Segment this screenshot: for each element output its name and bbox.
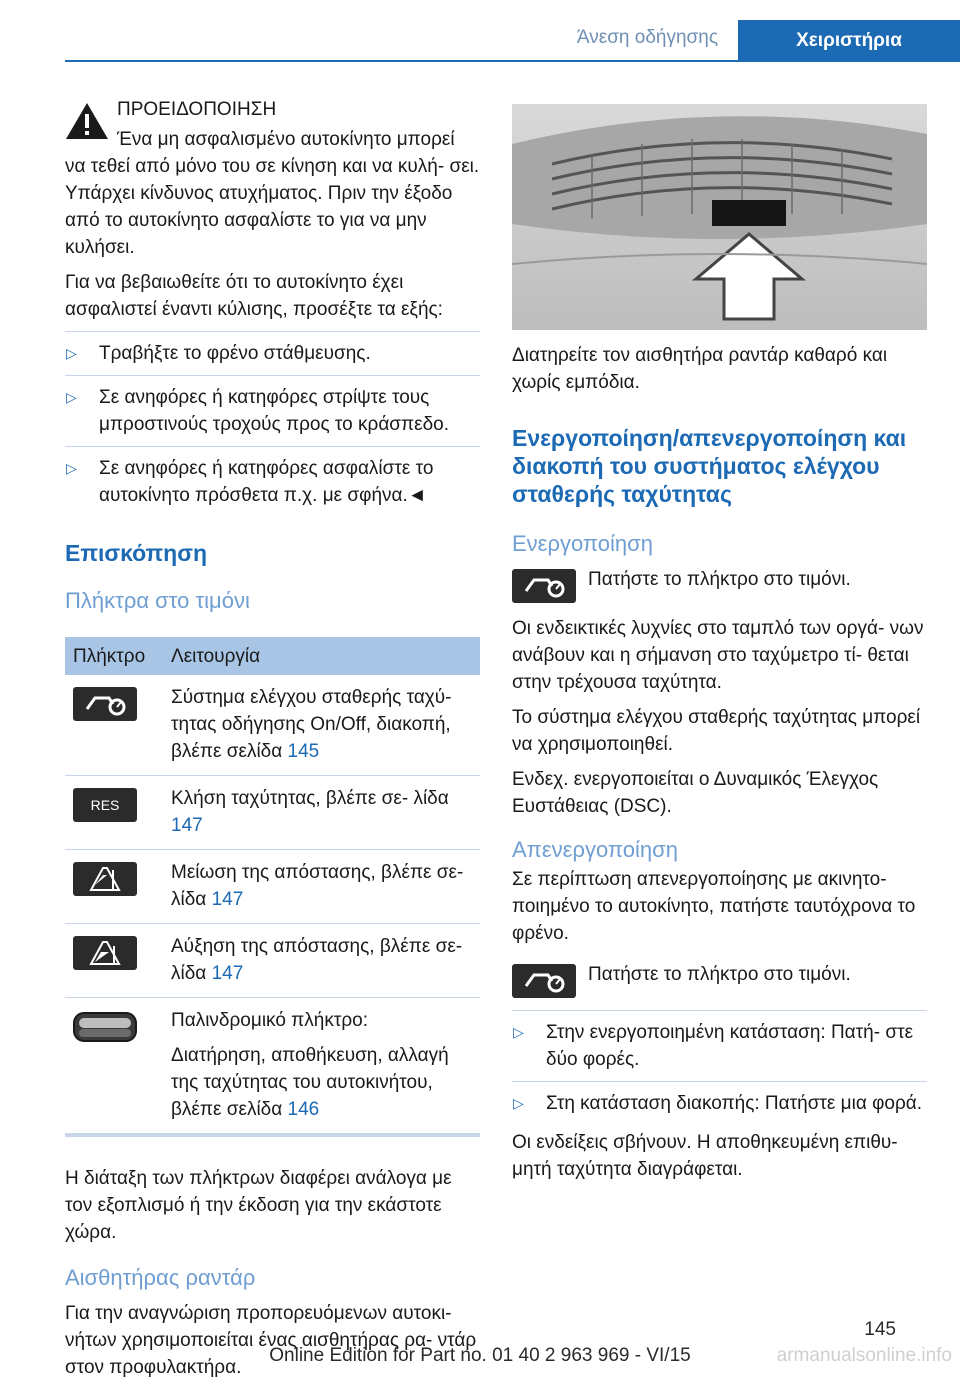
paragraph: Σε περίπτωση απενεργοποίησης με ακινητο- ποιημένο το αυτοκίνητο, πατήστε ταυτόχρονα το φρένο. [512,869,916,944]
triangle-bullet-icon: ▷ [66,345,77,361]
list-item: ▷ Στην ενεργοποιημένη κατάσταση: Πατή- στε δύο φορές. [512,1010,927,1081]
header-chapter-tab[interactable]: Χειριστήρια [738,20,960,62]
radar-sensor-photo [512,104,927,330]
right-column [512,96,927,1191]
cruise-control-icon [73,687,137,721]
table-row: Σύστημα ελέγχου σταθερής ταχύ- τητας οδήγησης On/Off, διακοπή, βλέπε σελίδα 145 [65,675,480,776]
warning-text: Ένα μη ασφαλισμένο αυτοκίνητο μπορεί να τεθεί από μόνο του σε κίνηση και να κυλή- σει. Υπάρχει κίνδυνος ατυχήματος. Πριν την έξοδο από το αυτοκίνητο ασφαλίστε το για να μην κυλήσει. [65,129,480,258]
rollaway-list [65,331,480,517]
heading-activation-deactivation: Ενεργοποίηση/απενεργοποίηση και διακοπή του συστήματος ελέγχου σταθερής ταχύτητας [512,425,907,507]
press-key-instruction: Πατήστε το πλήκτρο στο τιμόνι. [512,566,927,603]
left-column [65,96,480,1389]
heading-activation: Ενεργοποίηση [512,531,653,556]
page-header [0,0,960,62]
col-header-function: Λειτουργία [163,637,480,675]
page-link[interactable]: 145 [287,741,320,762]
table-row: Αύξηση της απόστασης, βλέπε σε- λίδα 147 [65,924,480,998]
list-item: ▷ Τραβήξτε το φρένο στάθμευσης. [65,331,480,375]
cruise-control-icon [512,569,576,603]
header-rule [65,60,960,62]
table-row: RES Κλήση ταχύτητας, βλέπε σε- λίδα 147 [65,776,480,850]
paragraph: Οι ενδείξεις σβήνουν. Η αποθηκευμένη επιθυ- μητή ταχύτητα διαγράφεται. [512,1132,898,1180]
warning-triangle-icon [65,102,109,140]
col-header-key: Πλήκτρο [65,637,163,675]
list-item: ▷ Στη κατάσταση διακοπής: Πατήστε μια φορά. [512,1081,927,1125]
page-link[interactable]: 146 [287,1099,320,1120]
header-section[interactable]: Άνεση οδήγησης [576,27,718,48]
page-link[interactable]: 147 [211,889,244,910]
page-link[interactable]: 147 [211,963,244,984]
warning-title: ΠΡΟΕΙΔΟΠΟΙΗΣΗ [117,99,277,120]
radar-text: Για την αναγνώριση προπορευόμενων αυτοκι- νήτων χρησιμοποιείται ένας αισθητήρας ρα- ντάρ στον προφυλακτήρα. [65,1303,477,1378]
distance-decrease-icon [73,862,137,896]
rocker-switch-icon [73,1010,137,1044]
press-key-instruction: Πατήστε το πλήκτρο στο τιμόνι. [512,961,927,998]
triangle-bullet-icon: ▷ [513,1024,524,1040]
triangle-bullet-icon: ▷ [66,389,77,405]
warning-block [65,96,480,261]
edition-line: Online Edition for Part no. 01 40 2 963 969 - VI/15 [269,1345,691,1366]
table-row: Μείωση της απόστασης, βλέπε σε- λίδα 147 [65,850,480,924]
heading-deactivation: Απενεργοποίηση [512,837,678,862]
rollaway-intro: Για να βεβαιωθείτε ότι το αυτοκίνητο έχει ασφαλιστεί έναντι κύλισης, προσέξτε τα εξής: [65,272,443,320]
cruise-control-icon [512,964,576,998]
layout-note: Η διάταξη των πλήκτρων διαφέρει ανάλογα με τον εξοπλισμό ή την έκδοση για την εκάστοτε χώρα. [65,1168,452,1243]
paragraph: Οι ενδεικτικές λυχνίες στο ταμπλό των οργά- νων ανάβουν και η σήμανση στο ταχύμετρο τί- θεται στην τρέχουσα ταχύτητα. [512,618,924,693]
triangle-bullet-icon: ▷ [66,460,77,476]
table-row: Παλινδρομικό πλήκτρο: Διατήρηση, αποθήκευση, αλλαγή της ταχύτητας του αυτοκινήτου, βλέπε σελίδα 146 [65,998,480,1136]
list-item: ▷ Σε ανηφόρες ή κατηφόρες ασφαλίστε το αυτοκίνητο πρόσθετα π.χ. με σφήνα.◄ [65,446,480,517]
deactivation-list [512,1010,927,1125]
res-icon: RES [73,788,137,822]
radar-caption: Διατηρείτε τον αισθητήρα ραντάρ καθαρό και χωρίς εμπόδια. [512,345,888,393]
page-number: 145 [864,1319,896,1340]
paragraph: Το σύστημα ελέγχου σταθερής ταχύτητας μπορεί να χρησιμοποιηθεί. [512,707,921,755]
list-item: ▷ Σε ανηφόρες ή κατηφόρες στρίψτε τους μπροστινούς τροχούς προς το κράσπεδο. [65,375,480,446]
triangle-bullet-icon: ▷ [513,1095,524,1111]
heading-overview: Επισκόπηση [65,540,207,566]
heading-radar-sensor: Αισθητήρας ραντάρ [65,1265,256,1290]
watermark: armanualsonline.info [776,1345,952,1366]
page-link[interactable]: 147 [171,815,203,836]
paragraph: Ενδεχ. ενεργοποιείται ο Δυναμικός Έλεγχος Ευστάθειας (DSC). [512,769,879,817]
distance-increase-icon [73,936,137,970]
buttons-table [65,637,480,1137]
heading-steering-buttons: Πλήκτρα στο τιμόνι [65,588,250,613]
